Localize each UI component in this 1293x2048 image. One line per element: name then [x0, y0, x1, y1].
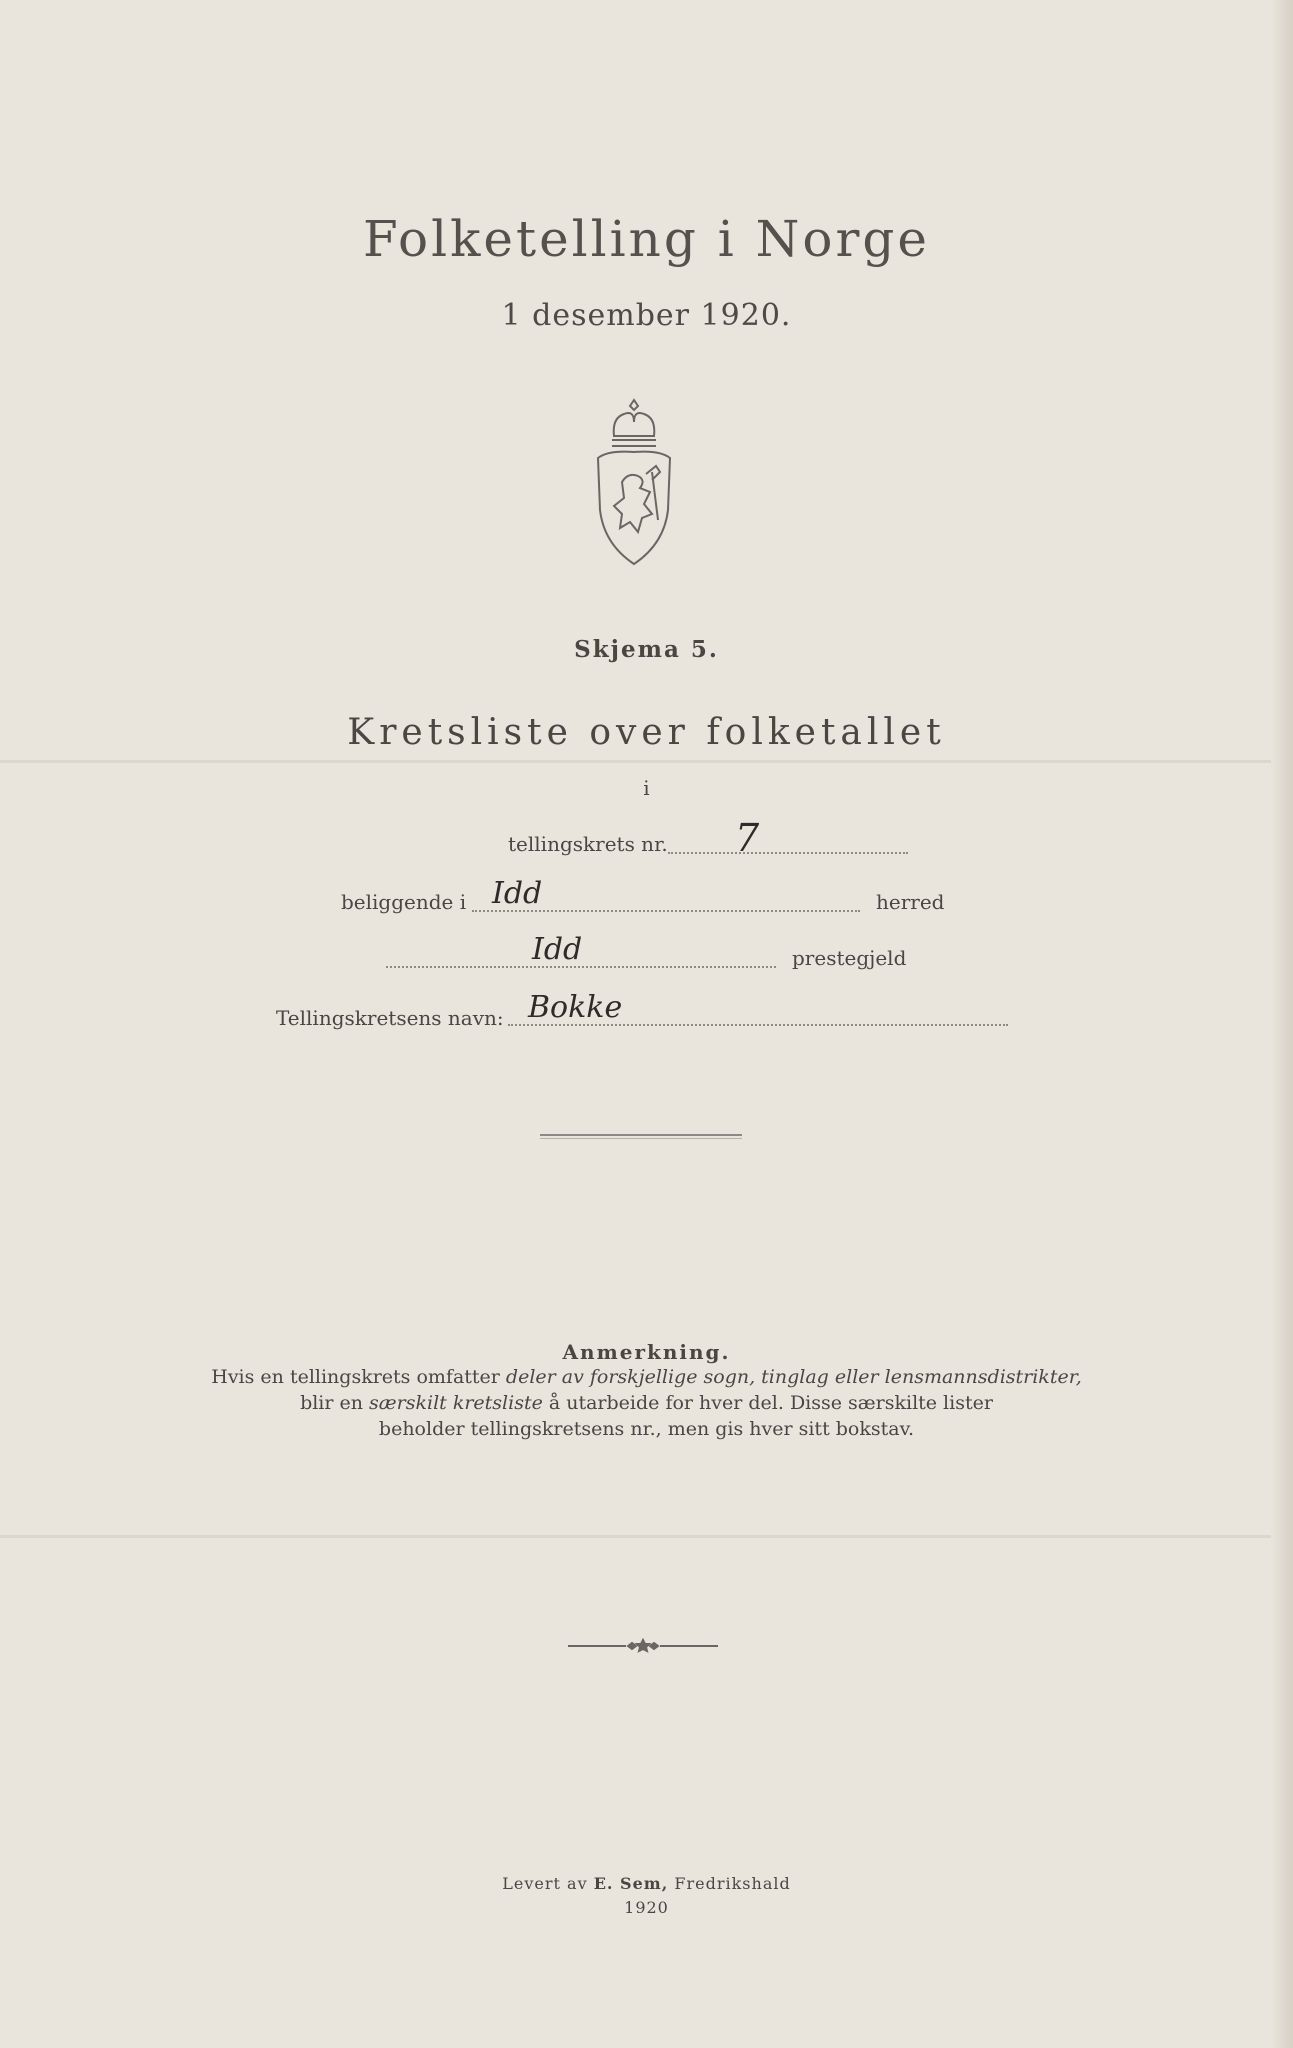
krets-number-label: tellingskrets nr. — [508, 832, 668, 856]
printer-year: 1920 — [624, 1898, 669, 1917]
note-line-2-italic: særskilt kretsliste — [369, 1392, 543, 1414]
krets-number-value: 7 — [735, 816, 760, 860]
norwegian-coat-of-arms-icon — [592, 396, 676, 566]
note-title: Anmerkning. — [562, 1340, 731, 1364]
beliggende-label: beliggende i — [341, 890, 467, 914]
note-line-3: beholder tellingskretsens nr., men gis hver sitt bokstav. — [378, 1418, 915, 1440]
page-title: Folketelling i Norge — [363, 210, 930, 268]
note-line-2 — [0, 1392, 1293, 1414]
printer-name: E. Sem, — [593, 1874, 669, 1893]
note-line-1 — [0, 1366, 1293, 1388]
krets-number-field[interactable] — [668, 852, 908, 854]
note-line-2-text-a: blir en — [300, 1392, 370, 1414]
star-ornament-icon — [568, 1638, 718, 1654]
prestegjeld-value: Idd — [532, 932, 583, 967]
paper-fold-line — [0, 1535, 1293, 1538]
paper-fold-line — [0, 760, 1293, 763]
prestegjeld-label: prestegjeld — [792, 946, 907, 970]
schema-number: Skjema 5. — [574, 636, 719, 663]
printer-place: Fredrikshald — [668, 1874, 791, 1893]
note-line-1-text: Hvis en tellingskrets omfatter — [211, 1366, 506, 1388]
note-line-2-text-b: å utarbeide for hver del. Disse særskilte lister — [542, 1392, 993, 1414]
note-line-1-italic: deler av forskjellige sogn, tinglag eller lensmannsdistrikter, — [505, 1366, 1082, 1388]
census-date: 1 desember 1920. — [501, 298, 792, 333]
conjunction-i: i — [643, 776, 650, 800]
printer-credit — [0, 1874, 1293, 1893]
herred-label: herred — [876, 890, 945, 914]
printer-prefix: Levert av — [502, 1874, 594, 1893]
krets-name-value: Bokke — [528, 990, 623, 1025]
form-heading: Kretsliste over folketallet — [347, 712, 946, 753]
krets-name-label: Tellingskretsens navn: — [276, 1006, 504, 1030]
section-divider — [540, 1134, 742, 1139]
herred-value: Idd — [492, 876, 543, 911]
